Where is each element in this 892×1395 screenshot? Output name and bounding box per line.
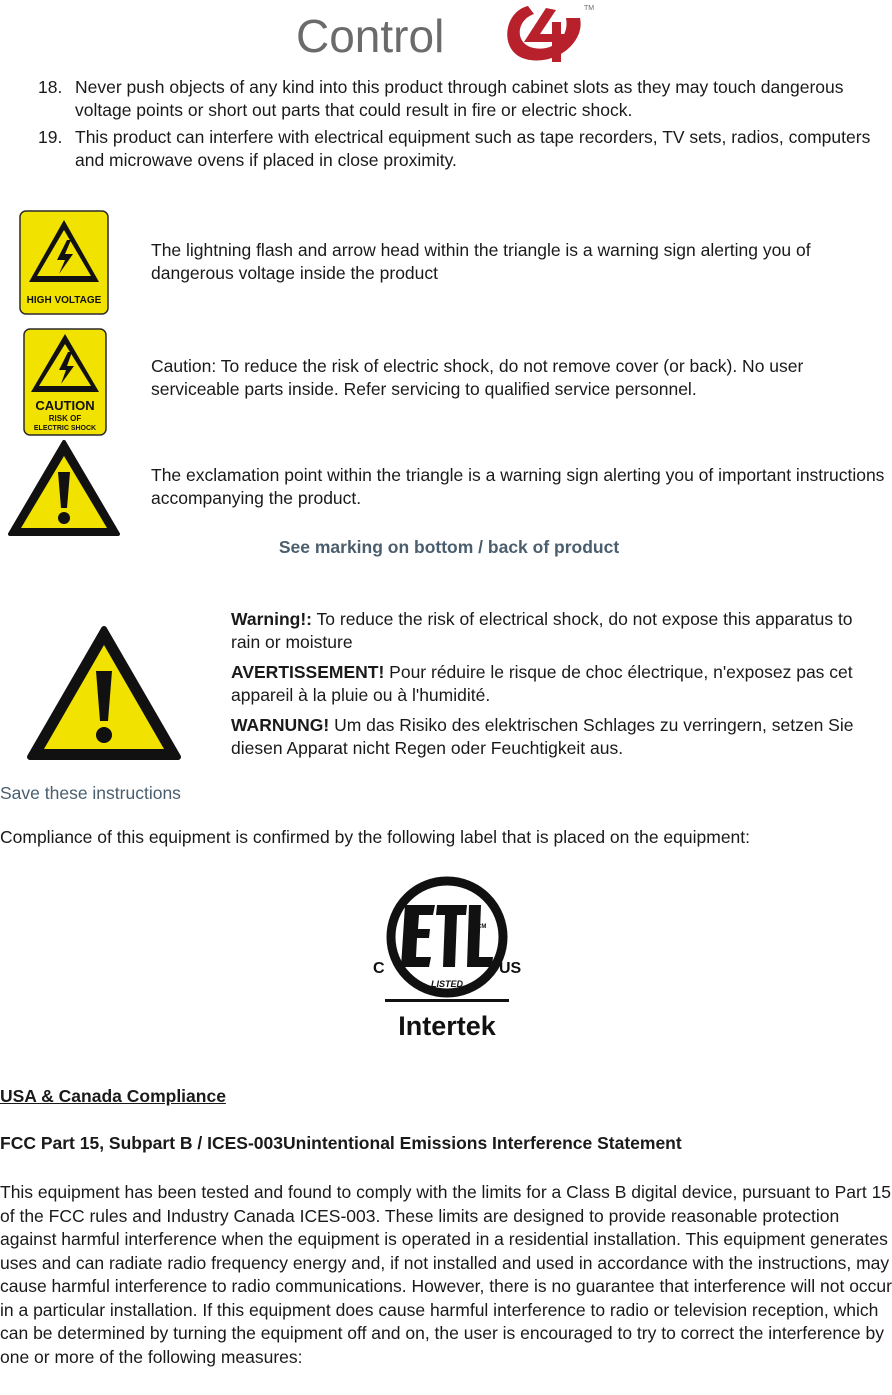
- compliance-statement: Compliance of this equipment is confirmed by the following label that is placed on the equipment:: [0, 827, 751, 847]
- caution-description: Caution: To reduce the risk of electric shock, do not remove cover (or back). No user serviceable parts inside. Refer servicing to qualified service personnel.: [151, 356, 804, 399]
- high-voltage-sign-icon: [19, 210, 109, 315]
- etl-listed-mark-icon: [365, 875, 530, 1045]
- warning-de-text: Um das Risiko des elektrischen Schlages zu verringern, setzen Sie diesen Apparat nicht Regen oder Feuchtigkeit aus.: [231, 715, 854, 758]
- etl-listed: LISTED: [430, 979, 464, 989]
- warning-fr-label: AVERTISSEMENT!: [231, 662, 385, 682]
- warning-fr: [231, 661, 881, 707]
- usa-canada-heading: USA & Canada Compliance: [0, 1086, 226, 1106]
- warning-en-text: To reduce the risk of electrical shock, do not expose this apparatus to rain or moisture: [231, 609, 853, 652]
- etl-c: C: [373, 960, 385, 977]
- control4-logo: [0, 0, 892, 70]
- high-voltage-description: The lightning flash and arrow head within the triangle is a warning sign alerting you of dangerous voltage inside the product: [151, 240, 811, 283]
- fcc-statement-paragraph: This equipment has been tested and found to comply with the limits for a Class B digital device, pursuant to Part 15 of the FCC rules and Industry Canada ICES-003. These limits are designed to provide reasonable protection against harmful interference when the equipment is operated in a residential installation. This equipment generates uses and can radiate radio frequency energy and, if not installed and used in accordance with the instructions, may cause harmful interference to radio communications. However, there is no guarantee that interference will not occur in a particular installation. If this equipment does cause harmful interference to radio or television reception, which can be determined by turning the equipment off and on, the user is encouraged to try to correct the interference by one or more of the following measures:: [0, 1182, 892, 1367]
- logo-four-mark: [507, 6, 580, 62]
- multilingual-warnings: [231, 608, 881, 767]
- svg-text:RISK OF: RISK OF: [48, 414, 82, 423]
- svg-text:CAUTION: CAUTION: [35, 398, 95, 413]
- warning-de: [231, 714, 881, 760]
- warning-triangle-icon: [24, 623, 184, 763]
- logo-text: Control: [296, 10, 445, 62]
- etl-cm: CM: [477, 924, 487, 930]
- save-instructions: Save these instructions: [0, 783, 181, 803]
- warning-fr-text: Pour réduire le risque de choc électrique, n'exposez pas cet appareil à la pluie ou à l'humidité.: [231, 662, 853, 705]
- list-number: 19.: [38, 127, 63, 147]
- warning-de-label: WARNUNG!: [231, 715, 330, 735]
- exclamation-description: The exclamation point within the triangle is a warning sign alerting you of important instructions accompanying the product.: [151, 465, 885, 508]
- warning-en-label: Warning!:: [231, 609, 312, 629]
- instruction-list: [38, 76, 888, 176]
- caution-sign-icon: [23, 328, 107, 436]
- logo-tm: TM: [584, 5, 595, 12]
- list-item: [38, 126, 888, 172]
- list-text: This product can interfere with electrical equipment such as tape recorders, TV sets, radios, computers and microwave ovens if placed in close proximity.: [75, 127, 871, 170]
- list-text: Never push objects of any kind into this product through cabinet slots as they may touch dangerous voltage points or short out parts that could result in fire or electric shock.: [75, 77, 844, 120]
- fcc-heading: FCC Part 15, Subpart B / ICES-003Unintentional Emissions Interference Statement: [0, 1133, 682, 1153]
- svg-text:HIGH VOLTAGE: HIGH VOLTAGE: [26, 295, 102, 306]
- exclamation-warning-icon: [6, 438, 122, 538]
- see-marking-note: See marking on bottom / back of product: [278, 537, 620, 557]
- intertek-wordmark: Intertek: [398, 1011, 496, 1041]
- etl-us: US: [499, 960, 522, 977]
- list-number: 18.: [38, 77, 63, 97]
- svg-text:ELECTRIC SHOCK: ELECTRIC SHOCK: [33, 425, 97, 432]
- warning-en: [231, 608, 881, 654]
- list-item: [38, 76, 888, 122]
